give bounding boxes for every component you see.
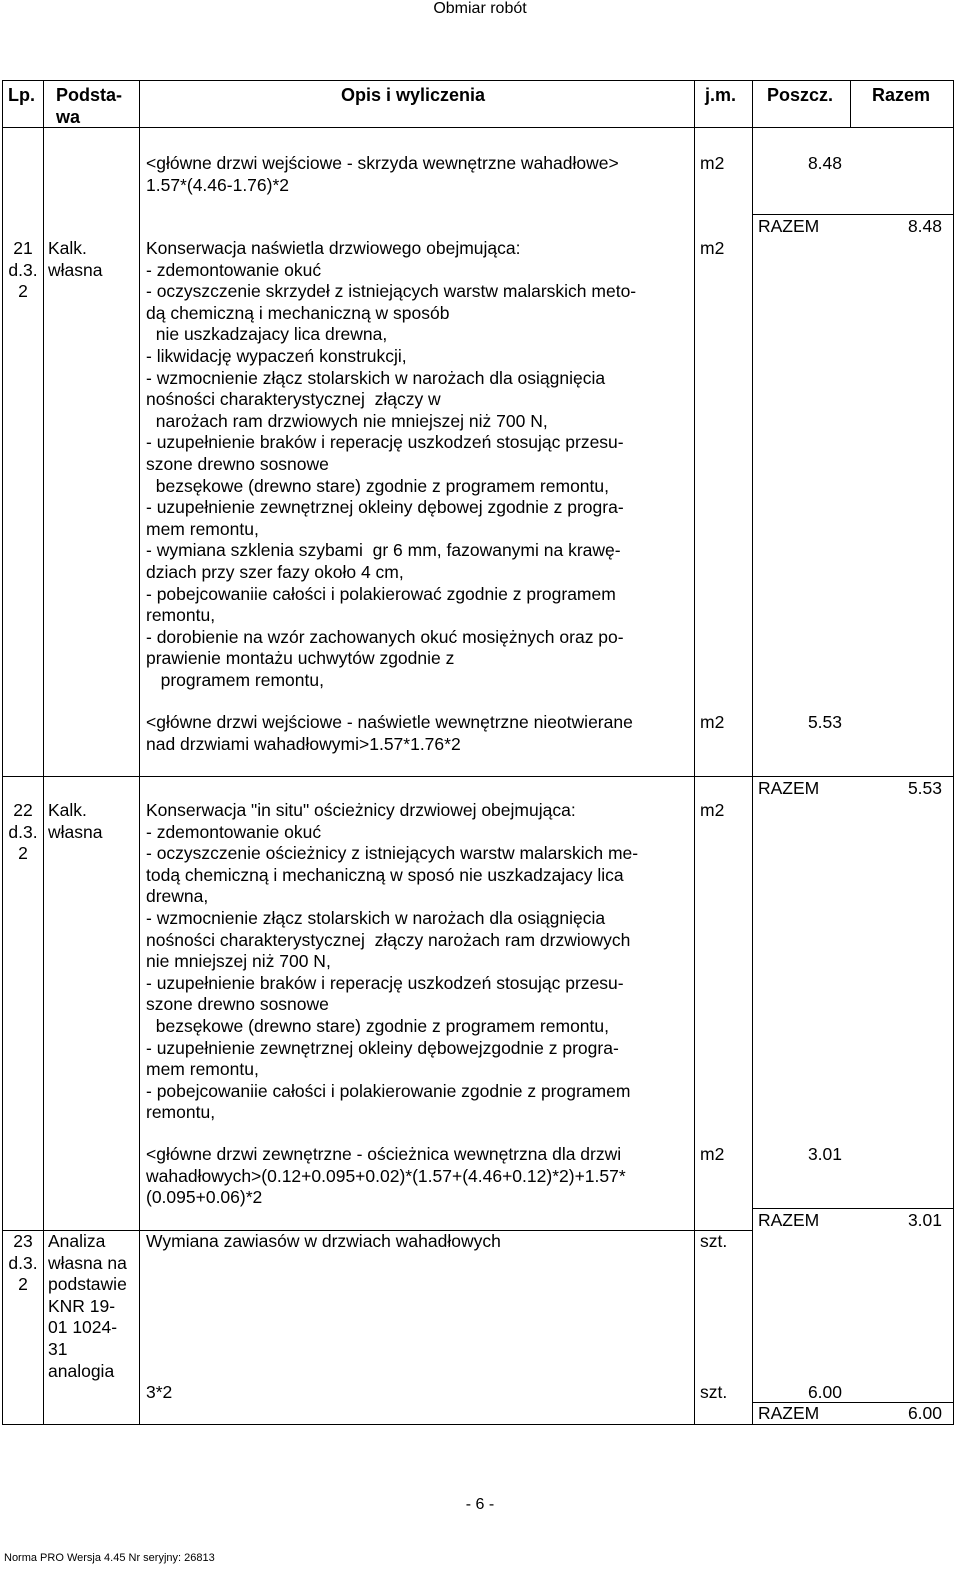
item-21-calc-value: 5.53: [807, 712, 842, 732]
item-22-razem-value: 3.01: [907, 1210, 942, 1230]
razem-line: [752, 776, 953, 777]
item-21-razem-label: RAZEM: [758, 778, 820, 798]
item-21-razem-value: 5.53: [907, 778, 942, 798]
col-border-right: [953, 80, 954, 1425]
item-23-lp: 23 d.3. 2: [8, 1231, 38, 1295]
item-21-lp: 21 d.3. 2: [8, 238, 38, 302]
item-22-calc: <główne drzwi zewnętrzne - ościeżnica wewnętrzna dla drzwi wahadłowych>(0.12+0.095+0.02)*(1.57+(4.46+0.12)*2)+1.57* (0.095+0.06)*2: [146, 1144, 626, 1208]
item-23-calc-unit: szt.: [700, 1382, 728, 1402]
item-22-calc-value: 3.01: [807, 1144, 842, 1164]
item-22-unit: m2: [700, 800, 725, 820]
item-21-podstawa: Kalk. własna: [48, 238, 103, 280]
item-23-unit: szt.: [700, 1231, 728, 1251]
col-border-poszcz: [850, 80, 851, 128]
col-border-opis: [694, 80, 695, 1425]
page-number: - 6 -: [465, 1496, 495, 1513]
prev-item-calc: <główne drzwi wejściowe - skrzyda wewnętrzne wahadłowe> 1.57*(4.46-1.76)*2: [146, 153, 619, 195]
item-separator: [2, 776, 753, 777]
page-title: Obmiar robót: [433, 0, 527, 17]
prev-item-razem-value: 8.48: [907, 216, 942, 236]
item-21-calc: <główne drzwi wejściowe - naświetle wewnętrzne nieotwierane nad drzwiami wahadłowymi>1.57*1.76*2: [146, 712, 633, 754]
table-top-border: [2, 80, 953, 81]
item-21-description: Konserwacja naświetla drzwiowego obejmująca: - zdemontowanie okuć - oczyszczenie skrzydeł z istniejących warstw malarskich meto- dą chemiczną i mechaniczną w sposób nie uszkadzajacy lica drewna, - likwidację wypaczeń konstrukcji, - wzmocnienie złącz stolarskich w narożach dla osiągnięcia nośności charakterystycznej złączy w narożach ram drzwiowych nie mniejszej niż 700 N, - uzupełnienie braków i reperację uszkodzeń stosując przesu- szone drewno sosnowe bezsękowe (drewno stare) zgodnie z programem remontu, - uzupełnienie zewnętrznej okleiny dębowej zgodnie z progra- mem remontu, - wymiana szklenia szybami gr 6 mm, fazowanymi na krawę- dziach przy szer fazy około 4 cm, - pobejcowaniie całości i polakierować zgodnie z programem remontu, - dorobienie na wzór zachowanych okuć mosiężnych oraz po- prawienie montażu uchwytów zgodnie z programem remontu,: [146, 238, 637, 690]
header-razem: Razem: [872, 85, 931, 105]
software-info: Norma PRO Wersja 4.45 Nr seryjny: 26813: [4, 1552, 215, 1564]
item-23-calc-value: 6.00: [807, 1382, 842, 1402]
col-border-lp: [43, 80, 44, 1425]
item-21-calc-unit: m2: [700, 712, 725, 732]
col-border-left: [2, 80, 3, 1425]
item-22-calc-unit: m2: [700, 1144, 725, 1164]
header-bottom-border: [2, 127, 953, 128]
item-22-podstawa: Kalk. własna: [48, 800, 103, 842]
prev-item-razem-label: RAZEM: [758, 216, 820, 236]
razem-line: [752, 1208, 953, 1209]
header-lp: Lp.: [8, 85, 35, 105]
item-22-razem-label: RAZEM: [758, 1210, 820, 1230]
header-podstawa: Podsta- wa: [56, 85, 123, 127]
header-poszcz: Poszcz.: [767, 85, 834, 105]
prev-item-value: 8.48: [807, 153, 842, 173]
item-23-razem-value: 6.00: [907, 1403, 942, 1423]
col-border-jm: [752, 80, 753, 1425]
item-23-calc: 3*2: [146, 1382, 173, 1402]
header-opis: Opis i wyliczenia: [341, 85, 486, 105]
razem-line: [752, 214, 953, 215]
item-22-description: Konserwacja "in situ" ościeżnicy drzwiowej obejmująca: - zdemontowanie okuć - oczyszczenie ościeżnicy z istniejących warstw malarskich me- todą chemiczną i mechaniczną w sposó nie uszkadzajacy lica drewna, - wzmocnienie złącz stolarskich w narożach dla osiągnięcia nośności charakterystycznej złączy narożach ram drzwiowych nie mniejszej niż 700 N, - uzupełnienie braków i reperację uszkodzeń stosując przesu- szone drewno sosnowe bezsękowe (drewno stare) zgodnie z programem remontu, - uzupełnienie zewnętrznej okleiny dębowejzgodnie z progra- mem remontu, - pobejcowaniie całości i polakierowanie zgodnie z programem remontu,: [146, 800, 639, 1123]
item-23-podstawa: Analiza własna na podstawie KNR 19- 01 1024- 31 analogia: [48, 1231, 127, 1381]
item-22-lp: 22 d.3. 2: [8, 800, 38, 864]
item-21-unit: m2: [700, 238, 725, 258]
item-23-razem-label: RAZEM: [758, 1403, 820, 1423]
col-border-podstawa: [139, 80, 140, 1425]
item-23-description: Wymiana zawiasów w drzwiach wahadłowych: [146, 1231, 501, 1251]
header-jm: j.m.: [705, 85, 737, 105]
prev-item-unit: m2: [700, 153, 725, 173]
